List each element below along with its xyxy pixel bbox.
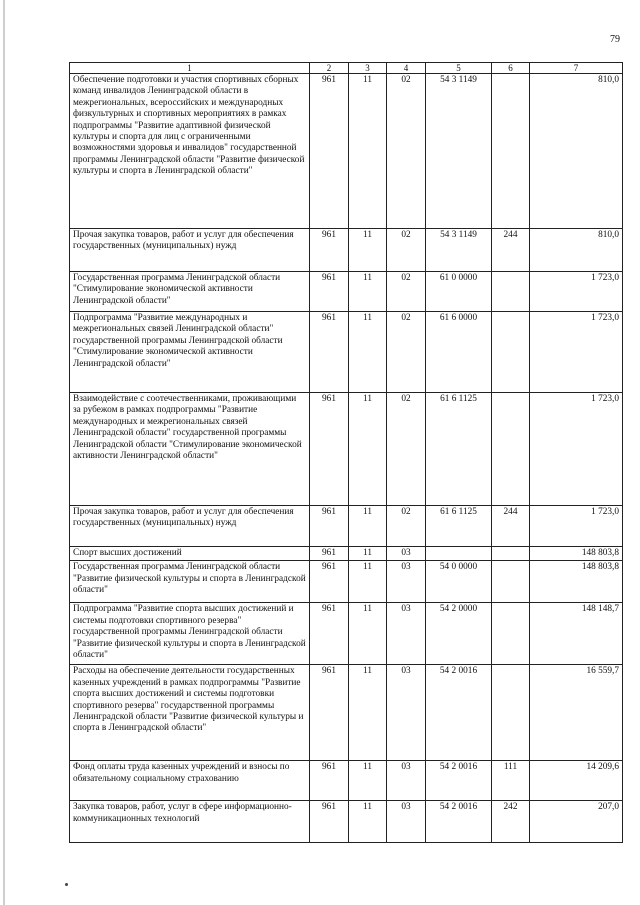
row-target-article: 54 2 0016 — [426, 665, 492, 761]
header-cell: 7 — [530, 63, 623, 74]
table-row — [70, 801, 623, 843]
row-name: Прочая закупка товаров, работ и услуг для обеспечения государственных (муниципальных) нужд — [70, 229, 310, 272]
row-expense-type — [492, 561, 530, 603]
row-name: Государственная программа Ленинградской области "Развитие физической культуры и спорта в Ленинградской области" — [70, 561, 310, 603]
table-row — [70, 561, 623, 603]
row-section: 11 — [349, 561, 387, 603]
row-grbs: 961 — [310, 561, 349, 603]
row-grbs: 961 — [310, 229, 349, 272]
row-subsection: 02 — [387, 506, 426, 547]
row-target-article: 54 2 0016 — [426, 761, 492, 801]
header-cell: 4 — [387, 63, 426, 74]
row-section: 11 — [349, 665, 387, 761]
row-amount: 810,0 — [530, 74, 623, 229]
row-subsection: 02 — [387, 229, 426, 272]
row-amount: 148 803,8 — [530, 547, 623, 561]
table-row — [70, 761, 623, 801]
row-name: Подпрограмма "Развитие международных и межрегиональных связей Ленинградской области" государственной программы Ленинградской области "Стимулирование экономической активности Ленинградской области" — [70, 312, 310, 393]
table-row — [70, 272, 623, 312]
row-amount: 207,0 — [530, 801, 623, 843]
header-cell: 6 — [492, 63, 530, 74]
row-name: Государственная программа Ленинградской области "Стимулирование экономической активности Ленинградской области" — [70, 272, 310, 312]
row-grbs: 961 — [310, 603, 349, 665]
row-expense-type — [492, 603, 530, 665]
row-subsection: 02 — [387, 74, 426, 229]
row-section: 11 — [349, 547, 387, 561]
row-subsection: 03 — [387, 603, 426, 665]
row-target-article: 54 3 1149 — [426, 74, 492, 229]
row-section: 11 — [349, 393, 387, 506]
row-subsection: 02 — [387, 393, 426, 506]
row-grbs: 961 — [310, 665, 349, 761]
row-expense-type: 244 — [492, 506, 530, 547]
row-target-article: 54 3 1149 — [426, 229, 492, 272]
row-amount: 14 209,6 — [530, 761, 623, 801]
row-subsection: 02 — [387, 312, 426, 393]
row-section: 11 — [349, 506, 387, 547]
table-row — [70, 393, 623, 506]
row-grbs: 961 — [310, 801, 349, 843]
table-row — [70, 603, 623, 665]
row-grbs: 961 — [310, 761, 349, 801]
row-target-article: 61 6 1125 — [426, 393, 492, 506]
row-name: Подпрограмма "Развитие спорта высших достижений и системы подготовки спортивного резерва" государственной программы Ленинградской области "Развитие физической культуры и спорта в Ленинградской области" — [70, 603, 310, 665]
row-subsection: 03 — [387, 665, 426, 761]
row-section: 11 — [349, 272, 387, 312]
row-section: 11 — [349, 312, 387, 393]
row-target-article: 54 2 0000 — [426, 603, 492, 665]
row-grbs: 961 — [310, 547, 349, 561]
row-expense-type — [492, 547, 530, 561]
row-target-article: 61 0 0000 — [426, 272, 492, 312]
row-expense-type: 242 — [492, 801, 530, 843]
row-amount: 810,0 — [530, 229, 623, 272]
row-target-article: 61 6 1125 — [426, 506, 492, 547]
row-expense-type — [492, 74, 530, 229]
row-section: 11 — [349, 801, 387, 843]
header-cell: 1 — [70, 63, 310, 74]
row-name: Прочая закупка товаров, работ и услуг для обеспечения государственных (муниципальных) нужд — [70, 506, 310, 547]
row-expense-type — [492, 272, 530, 312]
row-expense-type: 111 — [492, 761, 530, 801]
row-expense-type — [492, 665, 530, 761]
row-subsection: 03 — [387, 761, 426, 801]
row-target-article — [426, 547, 492, 561]
row-amount: 148 803,8 — [530, 561, 623, 603]
row-name: Расходы на обеспечение деятельности государственных казенных учреждений в рамках подпрограммы "Развитие спорта высших достижений и системы подготовки спортивного резерва" государственной программы Ленинградской области "Развитие физической культуры и спорта в Ленинградской области" — [70, 665, 310, 761]
row-expense-type — [492, 312, 530, 393]
row-target-article: 54 2 0016 — [426, 801, 492, 843]
scan-edge-shadow — [3, 0, 5, 905]
row-amount: 1 723,0 — [530, 312, 623, 393]
header-cell: 5 — [426, 63, 492, 74]
row-subsection: 02 — [387, 272, 426, 312]
row-section: 11 — [349, 761, 387, 801]
table-row — [70, 74, 623, 229]
row-name: Фонд оплаты труда казенных учреждений и взносы по обязательному социальному страхованию — [70, 761, 310, 801]
row-grbs: 961 — [310, 393, 349, 506]
scan-dot — [65, 883, 68, 886]
row-amount: 1 723,0 — [530, 506, 623, 547]
budget-table — [69, 62, 623, 843]
row-target-article: 61 6 0000 — [426, 312, 492, 393]
page-number: 79 — [610, 34, 620, 45]
row-name: Взаимодействие с соотечественниками, проживающими за рубежом в рамках подпрограммы "Развитие международных и межрегиональных связей Ленинградской области" государственной программы Ленинградской области "Стимулирование экономической активности Ленинградской области" — [70, 393, 310, 506]
row-target-article: 54 0 0000 — [426, 561, 492, 603]
table-row — [70, 229, 623, 272]
row-grbs: 961 — [310, 272, 349, 312]
row-grbs: 961 — [310, 506, 349, 547]
row-amount: 16 559,7 — [530, 665, 623, 761]
row-name: Закупка товаров, работ, услуг в сфере информационно-коммуникационных технологий — [70, 801, 310, 843]
row-amount: 148 148,7 — [530, 603, 623, 665]
row-section: 11 — [349, 603, 387, 665]
table-row — [70, 547, 623, 561]
row-grbs: 961 — [310, 312, 349, 393]
row-name: Спорт высших достижений — [70, 547, 310, 561]
row-subsection: 03 — [387, 801, 426, 843]
row-section: 11 — [349, 74, 387, 229]
header-cell: 2 — [310, 63, 349, 74]
table-row — [70, 665, 623, 761]
row-expense-type: 244 — [492, 229, 530, 272]
row-subsection: 03 — [387, 561, 426, 603]
row-name: Обеспечение подготовки и участия спортивных сборных команд инвалидов Ленинградской области в межрегиональных, всероссийских и международных физкультурных и спортивных мероприятиях в рамках подпрограммы "Развитие адаптивной физической культуры и спорта для лиц с ограниченными возможностями здоровья и инвалидов" государственной программы Ленинградской области "Развитие физической культуры и спорта в Ленинградской области" — [70, 74, 310, 229]
row-subsection: 03 — [387, 547, 426, 561]
table-row — [70, 506, 623, 547]
row-expense-type — [492, 393, 530, 506]
row-section: 11 — [349, 229, 387, 272]
table-row — [70, 312, 623, 393]
row-grbs: 961 — [310, 74, 349, 229]
row-amount: 1 723,0 — [530, 272, 623, 312]
header-cell: 3 — [349, 63, 387, 74]
table-header-row — [70, 63, 623, 74]
row-amount: 1 723,0 — [530, 393, 623, 506]
